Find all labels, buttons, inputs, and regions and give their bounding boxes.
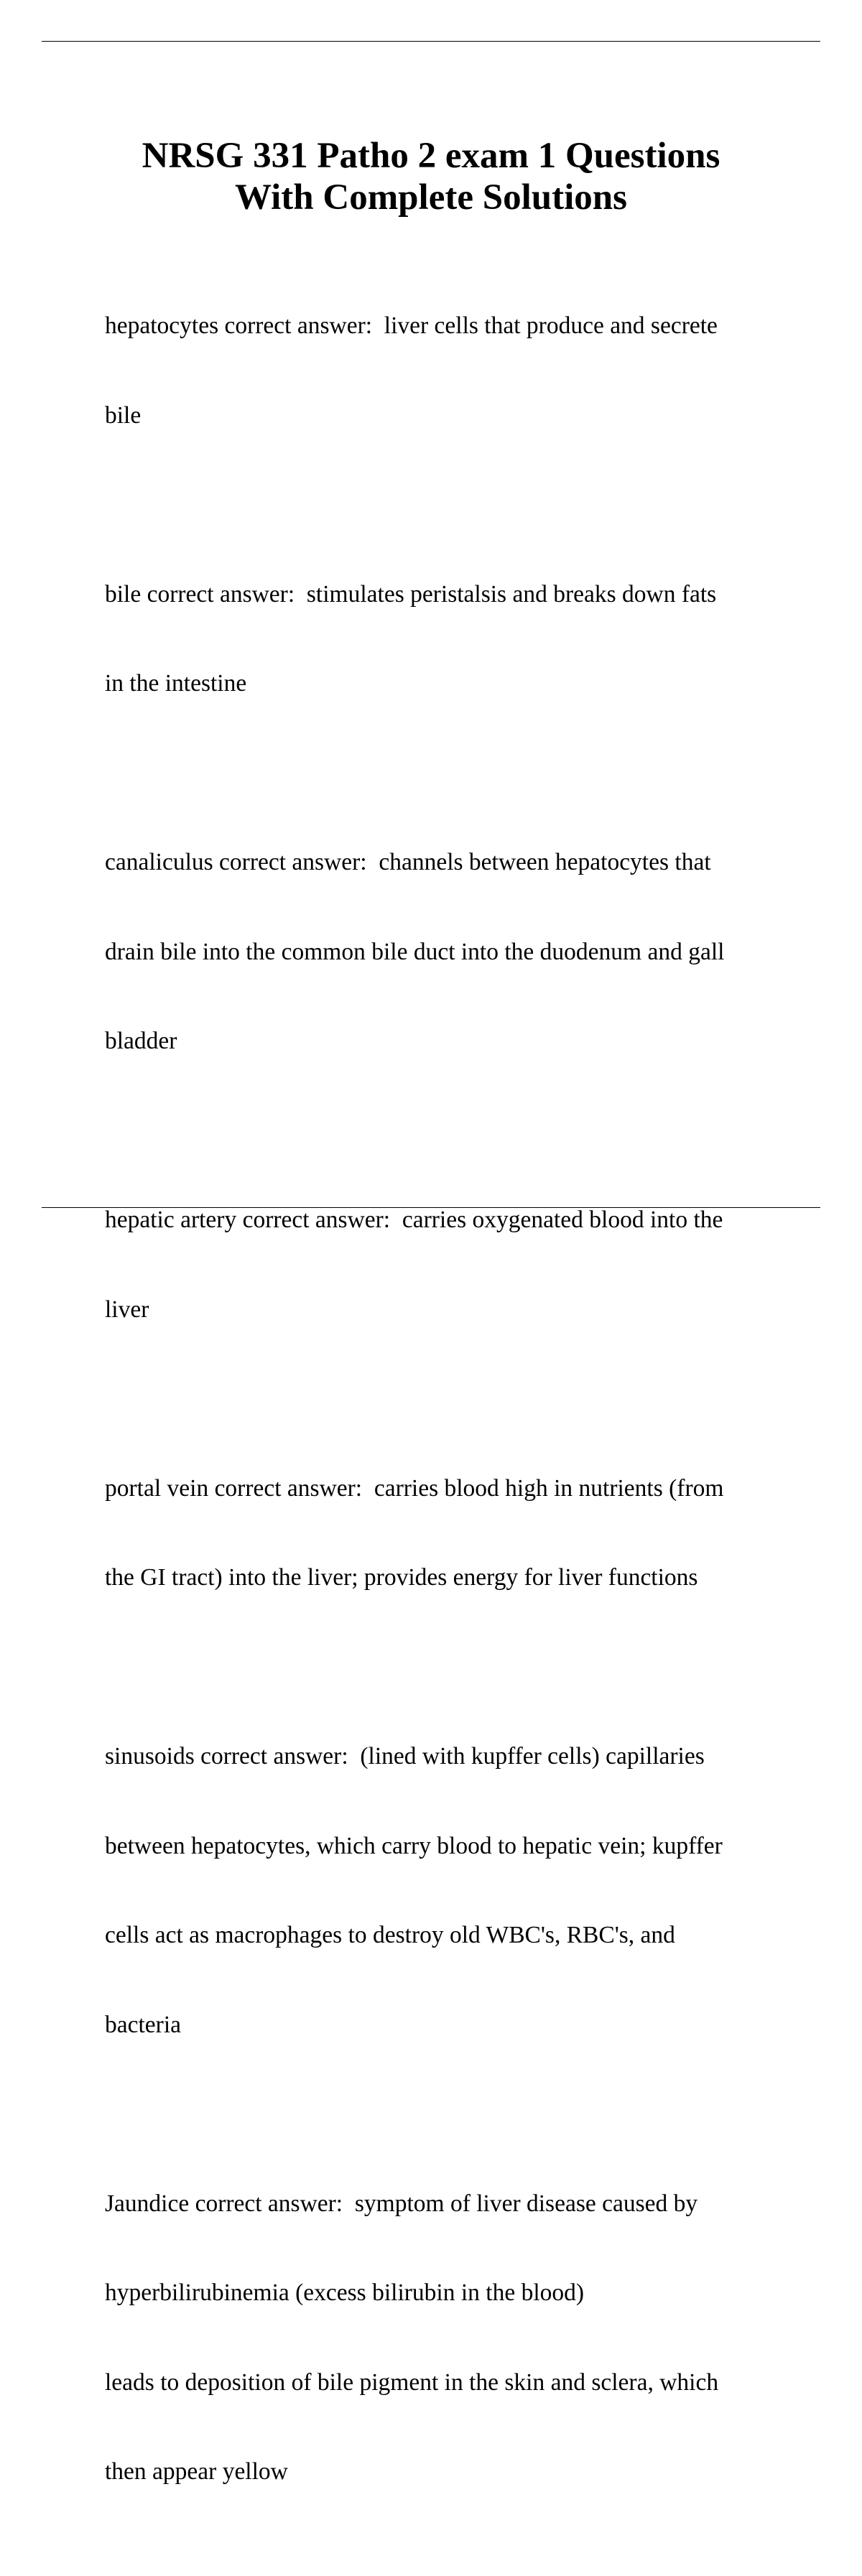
entry-line: bile correct answer: stimulates peristalsis and breaks down fats <box>105 580 717 608</box>
entry-line: bladder <box>105 1028 177 1054</box>
top-divider <box>42 41 820 42</box>
entry-line: drain bile into the common bile duct into the duodenum and gall <box>105 938 725 965</box>
entry-line: bacteria <box>105 2011 181 2038</box>
title-line-2: With Complete Solutions <box>235 177 627 218</box>
entry-line: cells act as macrophages to destroy old WBC's, RBC's, and <box>105 1922 675 1948</box>
entry-line: hyperbilirubinemia (excess bilirubin in the blood) <box>105 2279 585 2306</box>
entry-line: portal vein correct answer: carries blood high in nutrients (from <box>105 1474 724 1502</box>
qa-entry-portal-vein <box>105 1414 784 1652</box>
entry-line: sinusoids correct answer: (lined with kupffer cells) capillaries <box>105 1743 705 1770</box>
qa-entry-bile <box>105 520 784 758</box>
entry-line: leads to deposition of bile pigment in the skin and sclera, which <box>105 2368 719 2396</box>
entry-line: bile <box>105 401 142 429</box>
document-title <box>72 135 790 218</box>
qa-list <box>105 251 784 2576</box>
entry-line: in the intestine <box>105 670 247 697</box>
qa-entry-sinusoids <box>105 1682 784 2099</box>
qa-entry-hepatic-artery <box>105 1145 784 1384</box>
entry-line: then appear yellow <box>105 2458 288 2485</box>
qa-entry-canaliculus <box>105 788 784 1116</box>
entry-line: between hepatocytes, which carry blood to hepatic vein; kupffer <box>105 1832 723 1859</box>
entry-line: canaliculus correct answer: channels between hepatocytes that <box>105 849 711 875</box>
entry-line: Jaundice correct answer: symptom of liver disease caused by <box>105 2190 698 2217</box>
entry-line: hepatocytes correct answer: liver cells that produce and secrete <box>105 312 718 339</box>
qa-entry-hepatocytes <box>105 251 784 490</box>
entry-line: hepatic artery correct answer: carries oxygenated blood into the <box>105 1206 723 1233</box>
bottom-divider <box>42 1207 820 1208</box>
entry-line: the GI tract) into the liver; provides energy for liver functions <box>105 1564 698 1591</box>
entry-line: liver <box>105 1296 149 1323</box>
title-line-1: NRSG 331 Patho 2 exam 1 Questions <box>142 136 720 176</box>
qa-entry-jaundice <box>105 2129 784 2547</box>
